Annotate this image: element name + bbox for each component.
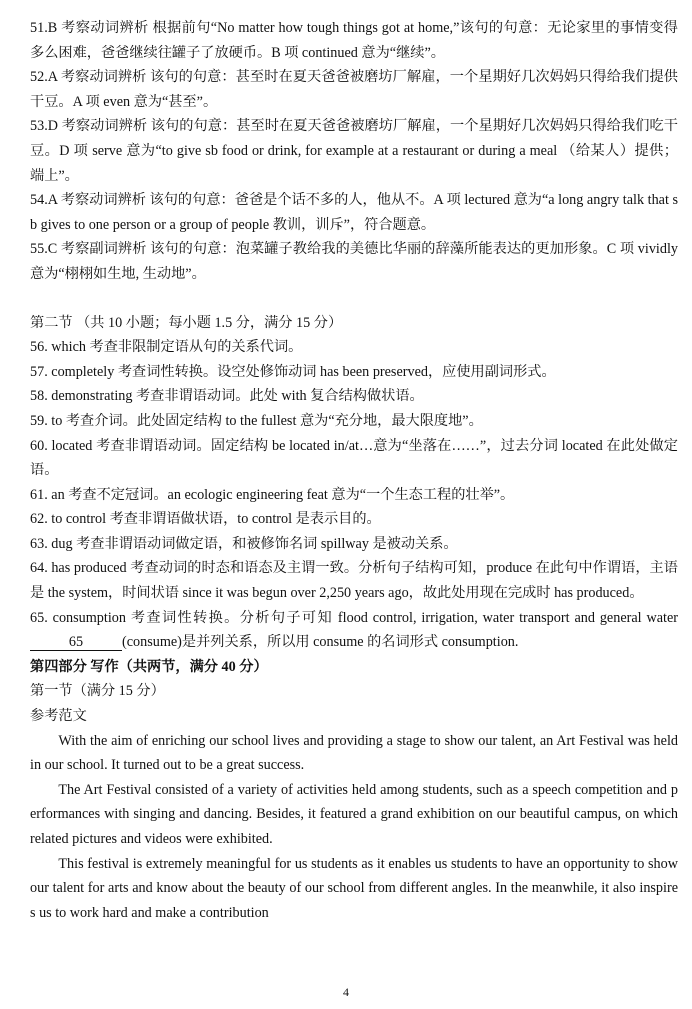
answer-item-51: 51.B 考察动词辨析 根据前句“No matter how tough things got at home,”该句的句意：无论家里的事情变得多么困难，爸爸继续往罐子了放硬币。B 项 continued 意为“继续”。 [30, 20, 678, 61]
answer-item-55: 55.C 考察副词辨析 该句的句意：泡菜罐子教给我的美德比华丽的辞藻所能表达的更加形象。C 项 vividly 意为“栩栩如生地, 生动地”。 [30, 241, 678, 282]
part4-heading: 第四部分 写作（共两节，满分 40 分） [30, 658, 268, 675]
item65-text-after: (consume)是并列关系，所以用 consume 的名词形式 consumption. [122, 634, 519, 651]
essay-paragraph: The Art Festival consisted of a variety of activities held among students, such as a speech competition and performances with singing and dancing. Besides, it featured a grand exhibition on our beautiful campus, on which related pictures and videos were exhibited. [30, 781, 678, 847]
essay-label: 参考范文 [30, 708, 87, 725]
page-number: 4 [343, 985, 349, 999]
item65-blank: 65 [30, 634, 122, 651]
answer-item-60: 60. located 考查非谓语动词。固定结构 be located in/at…意为“坐落在……”，过去分词 located 在此处做定语。 [30, 437, 678, 479]
answer-item-59: 59. to 考查介词。此处固定结构 to the fullest 意为“充分地，最大限度地”。 [30, 412, 483, 429]
answer-item-56: 56. which 考查非限制定语从句的关系代词。 [30, 339, 303, 356]
page-content [30, 16, 678, 925]
section2-heading: 第二节 （共 10 小题；每小题 1.5 分，满分 15 分） [30, 314, 343, 331]
answer-item-63: 63. dug 考查非谓语动词做定语，和被修饰名词 spillway 是被动关系。 [30, 535, 458, 552]
answer-item-65 [30, 606, 678, 655]
answer-item-64: 64. has produced 考查动词的时态和语态及主谓一致。分析句子结构可知，produce 在此句中作谓语，主语是 the system，时间状语 since it was begun over 2,250 years ago，故此处用现在完成时 has produced。 [30, 560, 678, 602]
answer-item-58: 58. demonstrating 考查非谓语动词。此处 with 复合结构做状语。 [30, 388, 424, 405]
essay-paragraph: This festival is extremely meaningful for us students as it enables us students to have an opportunity to show our talent for arts and know about the beauty of our school from different angles. In the meanwhile, it also inspires us to work hard and make a contribution [30, 855, 678, 921]
answer-item-57: 57. completely 考查词性转换。设空处修饰动词 has been preserved，应使用副词形式。 [30, 363, 556, 380]
answer-item-53: 53.D 考察动词辨析 该句的句意：甚至时在夏天爸爸被磨坊厂解雇，一个星期好几次妈妈只得给我们吃干豆。D 项 serve 意为“to give sb food or drink, for example at a restaurant or during a meal （给某人）提供；端上”。 [30, 118, 678, 184]
part1-answer-list [30, 16, 678, 287]
essay-paragraph: With the aim of enriching our school lives and providing a stage to show our talent, an Art Festival was held in our school. It turned out to be a great success. [30, 732, 678, 774]
section1-heading: 第一节（满分 15 分） [30, 683, 165, 700]
section-spacer [30, 287, 678, 311]
answer-item-52: 52.A 考察动词辨析 该句的句意：甚至时在夏天爸爸被磨坊厂解雇，一个星期好几次妈妈只得给我们提供干豆。A 项 even 意为“甚至”。 [30, 69, 678, 110]
answer-item-61: 61. an 考查不定冠词。an ecologic engineering feat 意为“一个生态工程的壮举”。 [30, 486, 515, 503]
answer-item-62: 62. to control 考查非谓语做状语，to control 是表示目的。 [30, 511, 381, 528]
part2-answer-list [30, 335, 678, 655]
essay-body [30, 729, 678, 926]
answer-item-54: 54.A 考察动词辨析 该句的句意：爸爸是个话不多的人，他从不。A 项 lectured 意为“a long angry talk that sb gives to one person or a group of people 教训，训斥”，符合题意。 [30, 192, 678, 233]
item65-text-before: 65. consumption 考查词性转换。分析句子可知 flood control, irrigation, water transport and general water [30, 609, 678, 626]
